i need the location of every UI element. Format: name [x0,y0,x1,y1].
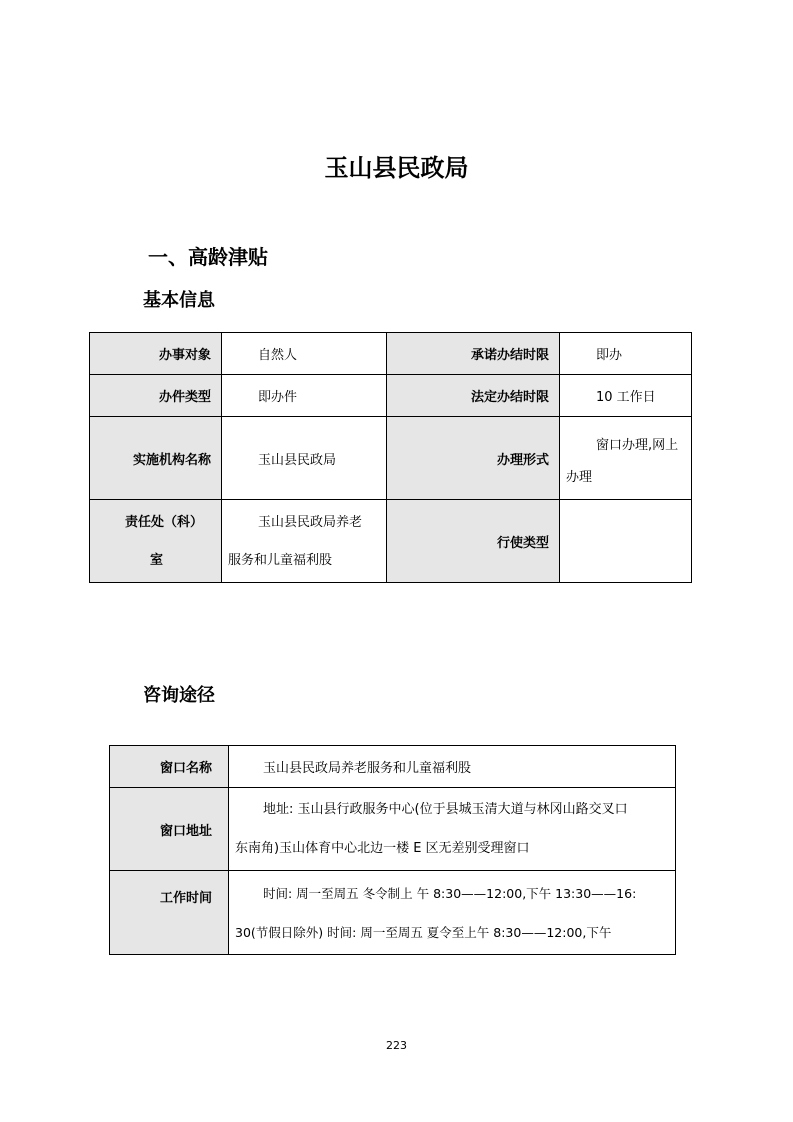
consult-heading: 咨询途径 [143,685,215,706]
value-cell: 窗口办理,网上 办理 [560,417,692,500]
table-row [90,500,692,583]
label-cell: 实施机构名称 [90,417,222,500]
table-row [110,788,676,871]
value-cell: 即办件 [222,375,387,417]
value-cell: 即办 [560,333,692,375]
label-cell: 办理形式 [387,417,560,500]
value-cell: 玉山县民政局养老 服务和儿童福利股 [222,500,387,583]
value-cell: 10 工作日 [560,375,692,417]
value-cell: 自然人 [222,333,387,375]
value-cell: 时间: 周一至周五 冬令制上 午 8:30——12:00,下午 13:30——16: 30(节假日除外) 时间: 周一至周五 夏令至上午 8:30——12:00,下午 [229,871,676,955]
label-cell: 责任处（科） 室 [90,500,222,583]
value-cell: 玉山县民政局 [222,417,387,500]
page-title: 玉山县民政局 [324,154,469,182]
label-cell: 办事对象 [90,333,222,375]
basic-info-heading: 基本信息 [143,290,215,311]
label-cell: 窗口地址 [110,788,229,871]
basic-info-table [89,332,692,583]
value-cell [560,500,692,583]
table-row [110,871,676,955]
table-row [90,333,692,375]
table-row [90,417,692,500]
consult-table [109,745,676,955]
page-number: 223 [386,1039,407,1052]
table-row [90,375,692,417]
section-heading: 一、高龄津贴 [148,245,268,269]
value-cell: 地址: 玉山县行政服务中心(位于县城玉清大道与林冈山路交叉口 东南角)玉山体育中心北边一楼 E 区无差别受理窗口 [229,788,676,871]
label-cell: 行使类型 [387,500,560,583]
label-cell: 工作时间 [110,871,229,955]
value-cell: 玉山县民政局养老服务和儿童福利股 [229,746,676,788]
label-cell: 办件类型 [90,375,222,417]
label-cell: 承诺办结时限 [387,333,560,375]
label-cell: 窗口名称 [110,746,229,788]
label-cell: 法定办结时限 [387,375,560,417]
table-row [110,746,676,788]
